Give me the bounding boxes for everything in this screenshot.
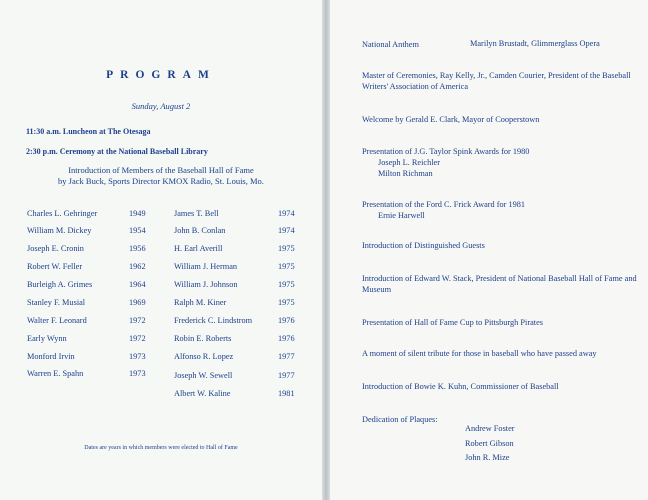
silent-tribute-item: A moment of silent tribute for those in baseball who have passed away [362,349,597,358]
anthem-label: National Anthem [362,40,419,49]
plaque-inductee: John R. Mize [465,453,510,462]
member-year: 1973 [129,369,146,378]
election-footnote: Dates are years in which members were elected to Hall of Fame [84,445,238,451]
member-year: 1977 [278,352,295,361]
member-name: James T. Bell [174,209,219,218]
plaques-label: Dedication of Plaques: [362,415,438,424]
member-name: Robin E. Roberts [174,334,232,343]
member-name: William J. Johnson [174,280,238,289]
member-year: 1981 [278,389,295,398]
ceremony-event: 2:30 p.m. Ceremony at the National Baseball Library [26,147,208,156]
member-year: 1954 [129,226,146,235]
cup-presentation-item: Presentation of Hall of Fame Cup to Pittsburgh Pirates [362,318,543,327]
member-name: Alfonso R. Lopez [174,352,234,361]
member-year: 1972 [129,334,146,343]
guests-item: Introduction of Distinguished Guests [362,241,485,250]
member-name: H. Earl Averill [174,244,223,253]
member-year: 1976 [278,316,295,325]
welcome-item: Welcome by Gerald E. Clark, Mayor of Cooperstown [362,115,540,124]
anthem-performer: Marilyn Brustadt, Glimmerglass Opera [470,39,600,48]
member-year: 1956 [129,244,146,253]
member-year: 1977 [278,371,295,380]
member-name: Warren E. Spahn [27,369,84,378]
frick-recipient: Ernie Harwell [378,211,425,220]
member-name: Ralph M. Kiner [174,298,227,307]
member-name: Early Wynn [27,334,67,343]
member-year: 1973 [129,352,146,361]
member-name: William J. Herman [174,262,238,271]
book-gutter [322,0,330,500]
member-year: 1975 [278,262,295,271]
stack-introduction-item: Introduction of Edward W. Stack, President of National Baseball Hall of Fame and Museum [362,274,637,294]
introduction-line-1: Introduction of Members of the Baseball Hall of Fame [68,165,254,175]
spink-award-title: Presentation of J.G. Taylor Spink Awards for 1980 [362,147,530,156]
luncheon-event: 11:30 a.m. Luncheon at The Otesaga [26,127,151,136]
member-name: William M. Dickey [27,226,92,235]
frick-award-item [362,199,637,221]
member-name: Robert W. Feller [27,262,83,271]
member-year: 1974 [278,226,295,235]
member-year: 1974 [278,209,295,218]
spink-award-item [362,146,637,179]
plaque-inductee: Andrew Foster [465,424,515,433]
member-year: 1969 [129,298,146,307]
member-year: 1975 [278,244,295,253]
frick-award-title: Presentation of the Ford C. Frick Award for 1981 [362,200,526,209]
plaques-list [465,422,515,466]
kuhn-introduction-item: Introduction of Bowie K. Kuhn, Commissioner of Baseball [362,382,559,391]
member-year: 1949 [129,209,146,218]
member-year: 1962 [129,262,146,271]
left-page [0,0,322,500]
member-name: Albert W. Kaline [174,389,231,398]
member-name: Charles L. Gehringer [27,209,98,218]
master-of-ceremonies: Master of Ceremonies, Ray Kelly, Jr., Camden Courier, President of the Baseball Writers' Association of America [362,71,631,91]
member-name: John B. Conlan [174,226,226,235]
member-year: 1975 [278,298,295,307]
right-page [330,0,648,500]
program-date: Sunday, August 2 [131,101,191,111]
member-year: 1972 [129,316,146,325]
spink-recipient: Joseph L. Reichler [378,158,440,167]
program-title: PROGRAM [106,69,216,81]
member-name: Monford Irvin [27,352,75,361]
member-name: Burleigh A. Grimes [27,280,93,289]
member-name: Stanley F. Musial [27,298,86,307]
member-name: Walter F. Leonard [27,316,87,325]
plaque-inductee: Robert Gibson [465,438,514,448]
member-year: 1976 [278,334,295,343]
member-name: Frederick C. Lindstrom [174,316,253,325]
introduction-line-2: by Jack Buck, Sports Director KMOX Radio, St. Louis, Mo. [58,176,264,186]
member-name: Joseph W. Sewell [174,371,233,380]
introduction-heading [0,165,322,187]
member-year: 1964 [129,280,146,289]
member-year: 1975 [278,280,295,289]
member-name: Joseph E. Cronin [27,244,84,253]
spink-recipient: Milton Richman [378,169,433,178]
